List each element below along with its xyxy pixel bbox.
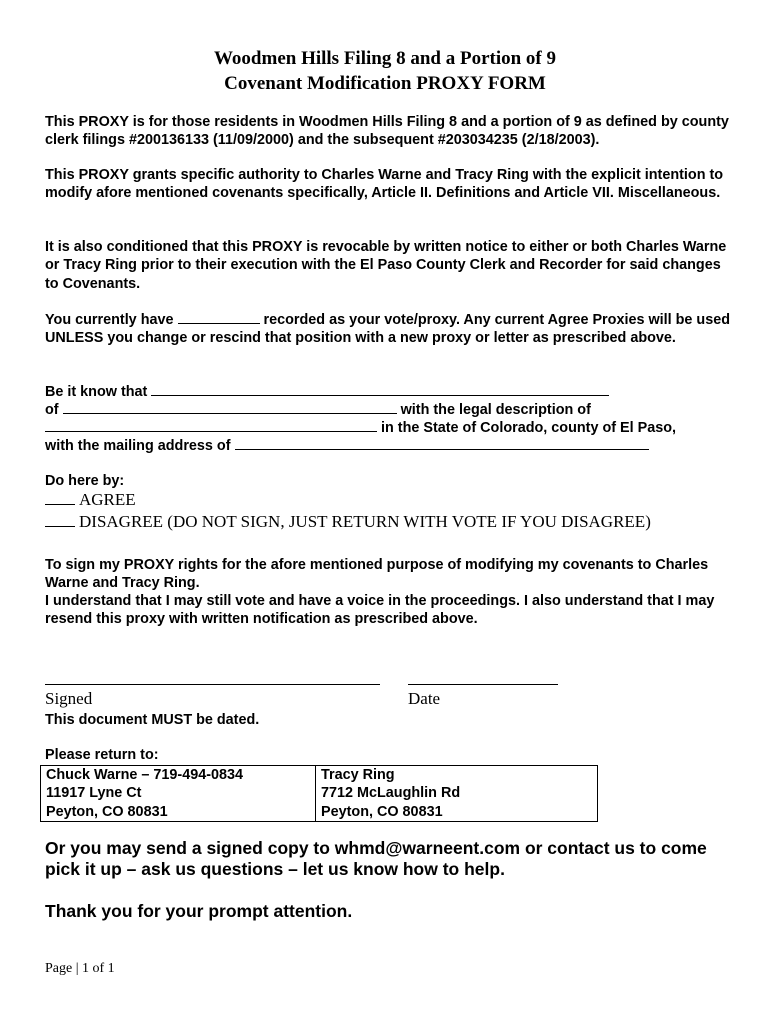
date-line[interactable] [408, 684, 558, 685]
disagree-blank[interactable] [45, 513, 75, 527]
paragraph-current-vote [45, 310, 735, 348]
of-line [45, 400, 735, 419]
contact-tracy-ring [316, 766, 465, 821]
state-label: in the State of Colorado, county of El Paso, [381, 420, 677, 436]
email-instructions: Or you may send a signed copy to whmd@warneent.com or contact us to come pick it up – ask us questions – let us know how to help. [45, 838, 707, 879]
signature-line[interactable] [45, 684, 380, 685]
return-heading: Please return to: [45, 747, 159, 763]
of-field[interactable] [63, 400, 397, 414]
contact-street: 7712 McLaughlin Rd [321, 785, 461, 802]
mailing-address-field[interactable] [235, 436, 649, 450]
contact-name: Tracy Ring [321, 767, 395, 783]
vote-heading: Do here by: [45, 473, 125, 489]
contact-city: Peyton, CO 80831 [46, 803, 168, 820]
be-it-know-label: Be it know that [45, 384, 148, 400]
legal-description-line [45, 418, 735, 437]
name-field[interactable] [151, 382, 609, 396]
be-it-know-line [45, 382, 735, 401]
page-number: Page | 1 of 1 [45, 961, 115, 976]
thank-you: Thank you for your prompt attention. [45, 901, 353, 921]
signed-label: Signed [45, 689, 93, 708]
paragraph-revocable: It is also conditioned that this PROXY is revocable by written notice to either or both Charles Warne or Tracy Ring prior to their execution with the El Paso County Clerk and Recorder for said changes to Covenants. [45, 239, 727, 292]
title-line-1: Woodmen Hills Filing 8 and a Portion of 9 [213, 48, 557, 69]
disagree-label: DISAGREE (DO NOT SIGN, JUST RETURN WITH VOTE IF YOU DISAGREE) [79, 512, 651, 531]
contact-street: 11917 Lyne Ct [46, 785, 142, 802]
agree-option [45, 490, 136, 510]
current-vote-prefix: You currently have [45, 312, 174, 328]
disagree-option [45, 512, 651, 532]
contact-name-phone: Chuck Warne – 719-494-0834 [46, 767, 244, 783]
current-vote-suffix: recorded as your vote/proxy. Any current Agree Proxies will be used UNLESS you change or rescind that position with a new proxy or letter as prescribed above. [45, 312, 731, 347]
mailing-label: with the mailing address of [45, 438, 231, 454]
contact-city: Peyton, CO 80831 [321, 803, 443, 820]
current-vote-blank[interactable] [178, 310, 260, 324]
legal-description-field[interactable] [45, 418, 377, 432]
contact-chuck-warne [41, 766, 316, 821]
dated-note: This document MUST be dated. [45, 712, 260, 728]
title-line-2: Covenant Modification PROXY FORM [224, 73, 546, 94]
agree-label: AGREE [79, 490, 136, 509]
agree-blank[interactable] [45, 491, 75, 505]
sign-understanding: I understand that I may still vote and have a voice in the proceedings. I also understand that I may resend this proxy with written notification as prescribed above. [45, 593, 715, 628]
legal-description-label: with the legal description of [400, 402, 591, 418]
date-label: Date [408, 689, 441, 708]
return-contacts-table [40, 765, 598, 822]
sign-purpose: To sign my PROXY rights for the afore mentioned purpose of modifying my covenants to Charles Warne and Tracy Ring. [45, 557, 709, 592]
paragraph-authority: This PROXY grants specific authority to Charles Warne and Tracy Ring with the explicit intention to modify afore mentioned covenants specifically, Article II. Definitions and Article VII. Miscellaneous. [45, 167, 724, 202]
mailing-line [45, 436, 735, 455]
of-label: of [45, 402, 59, 418]
paragraph-scope: This PROXY is for those residents in Woodmen Hills Filing 8 and a portion of 9 as defined by county clerk filings #200136133 (11/09/2000) and the subsequent #203034235 (2/18/2003). [45, 114, 729, 149]
